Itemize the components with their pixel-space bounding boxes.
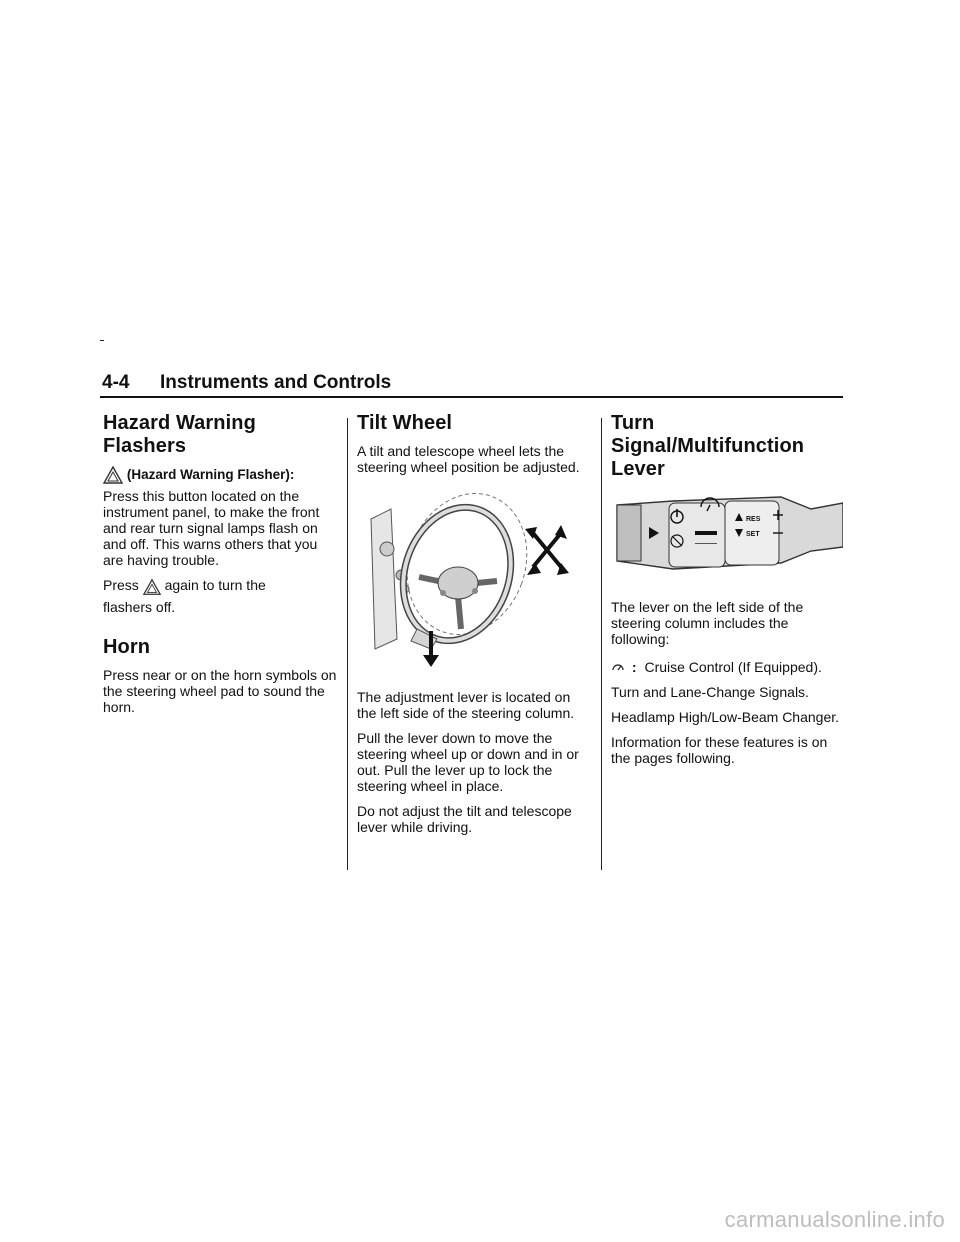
- cruise-control-icon: [611, 661, 625, 675]
- cruise-colon: :: [631, 659, 637, 675]
- tilt-paragraph-4: Do not adjust the tilt and telescope lever while driving.: [357, 803, 572, 835]
- res-label: RES: [746, 516, 761, 523]
- hazard-label: (Hazard Warning Flasher):: [126, 467, 295, 482]
- turn-paragraph-3: Headlamp High/Low-Beam Changer.: [611, 709, 840, 726]
- multifunction-lever-illustration: [611, 491, 843, 575]
- tilt-paragraph-2: The adjustment lever is located on the left side of the steering column.: [357, 689, 575, 721]
- set-label: SET: [746, 531, 760, 538]
- margin-mark: [100, 340, 104, 341]
- section-title: Instruments and Controls: [160, 372, 392, 393]
- watermark: carmanualsonline.info: [724, 1207, 945, 1232]
- hazard-heading: Hazard Warning Flashers: [103, 412, 256, 457]
- hazard-again-text: again to turn the: [164, 577, 266, 594]
- tilt-heading: Tilt Wheel: [357, 412, 453, 434]
- horn-heading: Horn: [103, 635, 151, 658]
- hazard-triangle-icon: [143, 578, 161, 596]
- column-3: [611, 412, 847, 775]
- turn-heading-line-1: Turn Signal/Multifunction: [611, 412, 805, 457]
- hazard-press-text: Press: [103, 577, 139, 594]
- horn-paragraph: Press near or on the horn symbols on the steering wheel pad to sound the horn.: [103, 666, 337, 715]
- turn-heading-line-2: Lever: [611, 458, 665, 480]
- steering-wheel-illustration: [357, 489, 577, 669]
- turn-paragraph-2: Turn and Lane-Change Signals.: [611, 684, 809, 701]
- tilt-paragraph-1: A tilt and telescope wheel lets the steering wheel position be adjusted.: [357, 443, 580, 475]
- hazard-off-text: flashers off.: [103, 598, 176, 615]
- column-1: [103, 412, 339, 724]
- hazard-triangle-icon: [103, 466, 123, 484]
- turn-paragraph-4: Information for these features is on the pages following.: [611, 734, 828, 767]
- tilt-paragraph-3: Pull the lever down to move the steering wheel up or down and in or out. Pull the lever up to lock the steering wheel in place.: [357, 730, 579, 794]
- hazard-paragraph: Press this button located on the instrument panel, to make the front and rear turn signal lamps flash on and off. This warns others that you are having trouble.: [103, 488, 320, 569]
- column-2: [357, 412, 593, 844]
- turn-paragraph-1: The lever on the left side of the steering column includes the following:: [611, 599, 804, 647]
- page-header: [100, 372, 843, 398]
- cruise-text: Cruise Control (If Equipped).: [644, 659, 822, 675]
- column-divider: [601, 418, 602, 870]
- column-divider: [347, 418, 348, 870]
- header-rule: [100, 396, 843, 398]
- page-number: 4-4: [102, 372, 130, 393]
